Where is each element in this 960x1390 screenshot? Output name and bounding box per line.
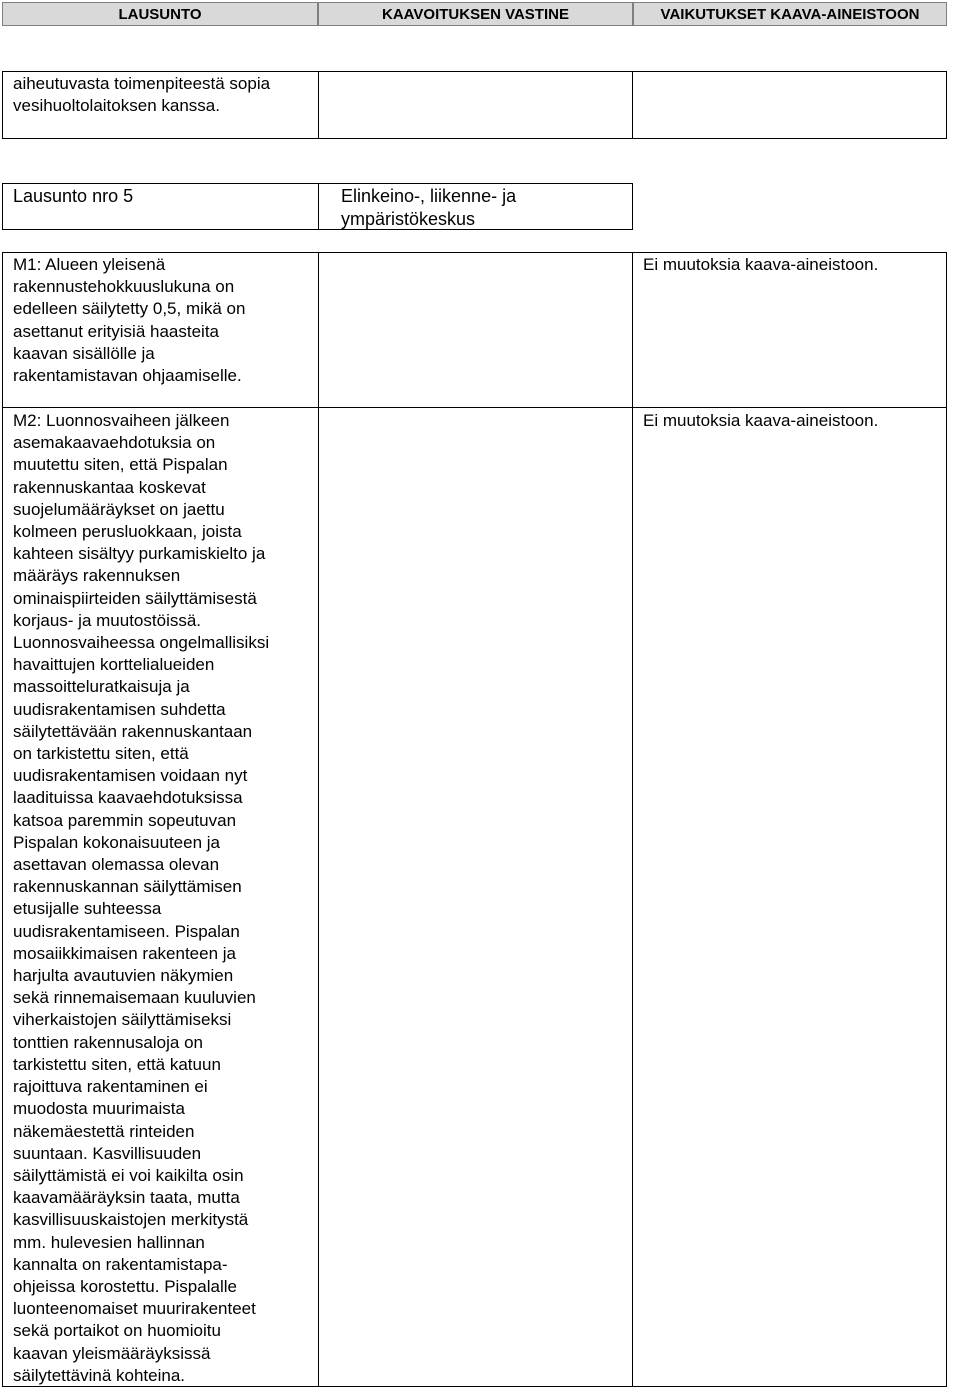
header-label-kaavoituksen-vastine: KAAVOITUKSEN VASTINE — [382, 6, 569, 23]
m2-effect: Ei muutoksia kaava-aineistoon. — [643, 411, 879, 430]
header-cell-lausunto — [2, 2, 318, 26]
m2-response-cell — [318, 407, 633, 1387]
header-label-lausunto: LAUSUNTO — [118, 6, 202, 23]
m2-statement: M2: Luonnosvaiheen jälkeen asemakaavaehdotuksia on muutettu siten, että Pispalan rakennuskantaa koskevat suojelumääräykset on jaettu kolmeen perusluokkaan, joista kahteen sisältyy purkamiskielto ja määräys rakennuksen ominaispiirteiden säilyttämisestä korjaus- ja muutostöissä. Luonnosvaiheessa ongelmallisiksi havaittujen korttelialueiden massoitteluratkaisuja ja uudisrakentamisen suhdetta säilytettävään rakennuskantaan on tarkistettu siten, että uudisrakentamisen voidaan nyt laadituissa kaavaehdotuksissa katsoa paremmin sopeutuvan Pispalan kokonaisuuteen ja asettavan olemassa olevan rakennuskannan säilyttämisen etusijalle suhteessa uudisrakentamiseen. Pispalan mosaiikkimaisen rakenteen ja harjulta avautuvien näkymien sekä rinnemaisemaan kuuluvien viherkaistojen säilyttämiseksi tonttien rakennusaloja on tarkistettu siten, että katuun rajoittuva rakentaminen ei muodosta muurimaista näkemäestettä rinteiden suuntaan. Kasvillisuuden säilyttämistä ei voi kaikilta osin kaavamääräyksin taata, mutta kasvillisuuskaistojen merkitystä mm. hulevesien hallinnan kannalta on rakentamistapa- ohjeissa korostettu. Pispalalle luonteenomaiset muurirakenteet sekä portaikot on huomioitu kaavan yleismääräyksissä säilytettävinä kohteina. — [13, 411, 270, 1385]
header-cell-vaikutukset — [633, 2, 947, 26]
header-label-vaikutukset: VAIKUTUKSET KAAVA-AINEISTOON — [660, 6, 920, 23]
top-row-response-cell — [318, 71, 633, 139]
m1-effect: Ei muutoksia kaava-aineistoon. — [643, 255, 879, 274]
header-cell-kaavoituksen-vastine — [318, 2, 633, 26]
m2-effect-cell — [632, 407, 947, 1387]
top-row-text: aiheutuvasta toimenpiteestä sopia vesihuoltolaitoksen kanssa. — [13, 74, 271, 116]
m1-statement: M1: Alueen yleisenä rakennustehokkuuslukuna on edelleen säilytetty 0,5, mikä on asettanut erityisiä haasteita kaavan sisällölle ja rakentamistavan ohjaamiselle. — [13, 255, 246, 386]
section-title: Lausunto nro 5 — [13, 186, 134, 206]
top-row-effect-cell — [632, 71, 947, 139]
m1-response-cell — [318, 252, 633, 408]
section-sender: Elinkeino-, liikenne- ja ympäristökeskus — [341, 186, 517, 229]
